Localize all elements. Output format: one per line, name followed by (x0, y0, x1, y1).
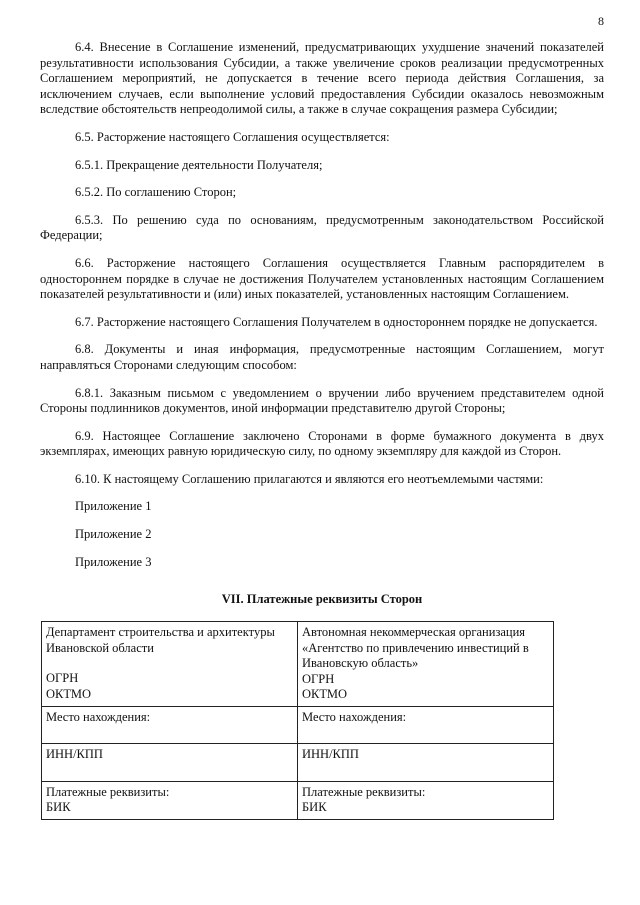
left-inn-kpp-label: ИНН/КПП (46, 747, 103, 762)
clause-6-8-1: 6.8.1. Заказным письмом с уведомлением о вручении либо вручением представителем одной Стороны подлинников документов, иной информации представителю другой Стороны; (40, 385, 604, 416)
right-org-cell (298, 622, 554, 707)
clause-6-4: 6.4. Внесение в Соглашение изменений, предусматривающих ухудшение значений показателей результативности использования Субсидии, а также увеличение сроков реализации предусмотренных Соглашением мероприятий, не допускается в течение всего периода действия Соглашения, за исключением случаев, если выполнение условий предоставления Субсидии оказалось невозможным вследствие обстоятельств непреодолимой силы, а также в случае сокращения размера Субсидии; (40, 40, 604, 117)
right-org-name-1: Автономная некоммерческая организация (302, 625, 526, 640)
document-body (40, 40, 604, 820)
left-org-name-2: Ивановской области (46, 640, 154, 655)
left-payment-label: Платежные реквизиты: (46, 784, 170, 799)
clause-6-6: 6.6. Расторжение настоящего Соглашения осуществляется Главным распорядителем в одностороннем порядке в случае не достижения Получателем установленных настоящим Соглашением показателей результативности и (или) иных показателей, установленных настоящим Соглашением. (40, 255, 604, 302)
requisites-table (41, 621, 554, 820)
page-number: 8 (598, 14, 604, 28)
clause-6-5: 6.5. Расторжение настоящего Соглашения осуществляется: (75, 129, 390, 144)
table-row (42, 744, 554, 782)
right-oktmo: ОКТМО (302, 687, 347, 702)
right-payment-cell (298, 781, 554, 819)
table-row (42, 706, 554, 744)
right-org-name-2: «Агентство по привлечению инвестиций в (302, 640, 529, 655)
appendix-2: Приложение 2 (75, 527, 152, 542)
clause-6-7: 6.7. Расторжение настоящего Соглашения Получателем в одностороннем порядке не допускается. (75, 314, 598, 329)
right-location (298, 706, 554, 744)
clause-6-5-1: 6.5.1. Прекращение деятельности Получателя; (75, 157, 323, 172)
right-org-name-3: Ивановскую область» (302, 656, 419, 671)
left-location (42, 706, 298, 744)
clause-6-5-2: 6.5.2. По соглашению Сторон; (75, 185, 237, 200)
section-title: VII. Платежные реквизиты Сторон (221, 592, 423, 607)
left-payment-cell (42, 781, 298, 819)
left-oktmo: ОКТМО (46, 686, 91, 701)
right-bik: БИК (302, 800, 327, 815)
clause-6-5-3: 6.5.3. По решению суда по основаниям, предусмотренным законодательством Российской Федерации; (40, 212, 604, 243)
right-location-label: Место нахождения: (302, 709, 407, 724)
left-org-name-1: Департамент строительства и архитектуры (46, 625, 275, 640)
appendix-1: Приложение 1 (75, 499, 152, 514)
left-ogrn: ОГРН (46, 671, 79, 686)
left-bik: БИК (46, 800, 71, 815)
left-location-label: Место нахождения: (46, 709, 151, 724)
appendix-3: Приложение 3 (75, 554, 152, 569)
table-row (42, 781, 554, 819)
left-inn-kpp (42, 744, 298, 782)
right-inn-kpp (298, 744, 554, 782)
clause-6-8: 6.8. Документы и иная информация, предусмотренные настоящим Соглашением, могут направляться Сторонами следующим способом: (40, 342, 604, 372)
clause-6-10: 6.10. К настоящему Соглашению прилагаются и являются его неотъемлемыми частями: (75, 471, 544, 486)
clause-6-9: 6.9. Настоящее Соглашение заключено Сторонами в форме бумажного документа в двух экземплярах, имеющих равную юридическую силу, по одному экземпляру для каждой из Сторон. (40, 428, 604, 459)
left-org-cell (42, 622, 298, 707)
right-payment-label: Платежные реквизиты: (302, 784, 426, 799)
table-row (42, 622, 554, 707)
right-ogrn: ОГРН (302, 671, 335, 686)
right-inn-kpp-label: ИНН/КПП (302, 747, 359, 762)
